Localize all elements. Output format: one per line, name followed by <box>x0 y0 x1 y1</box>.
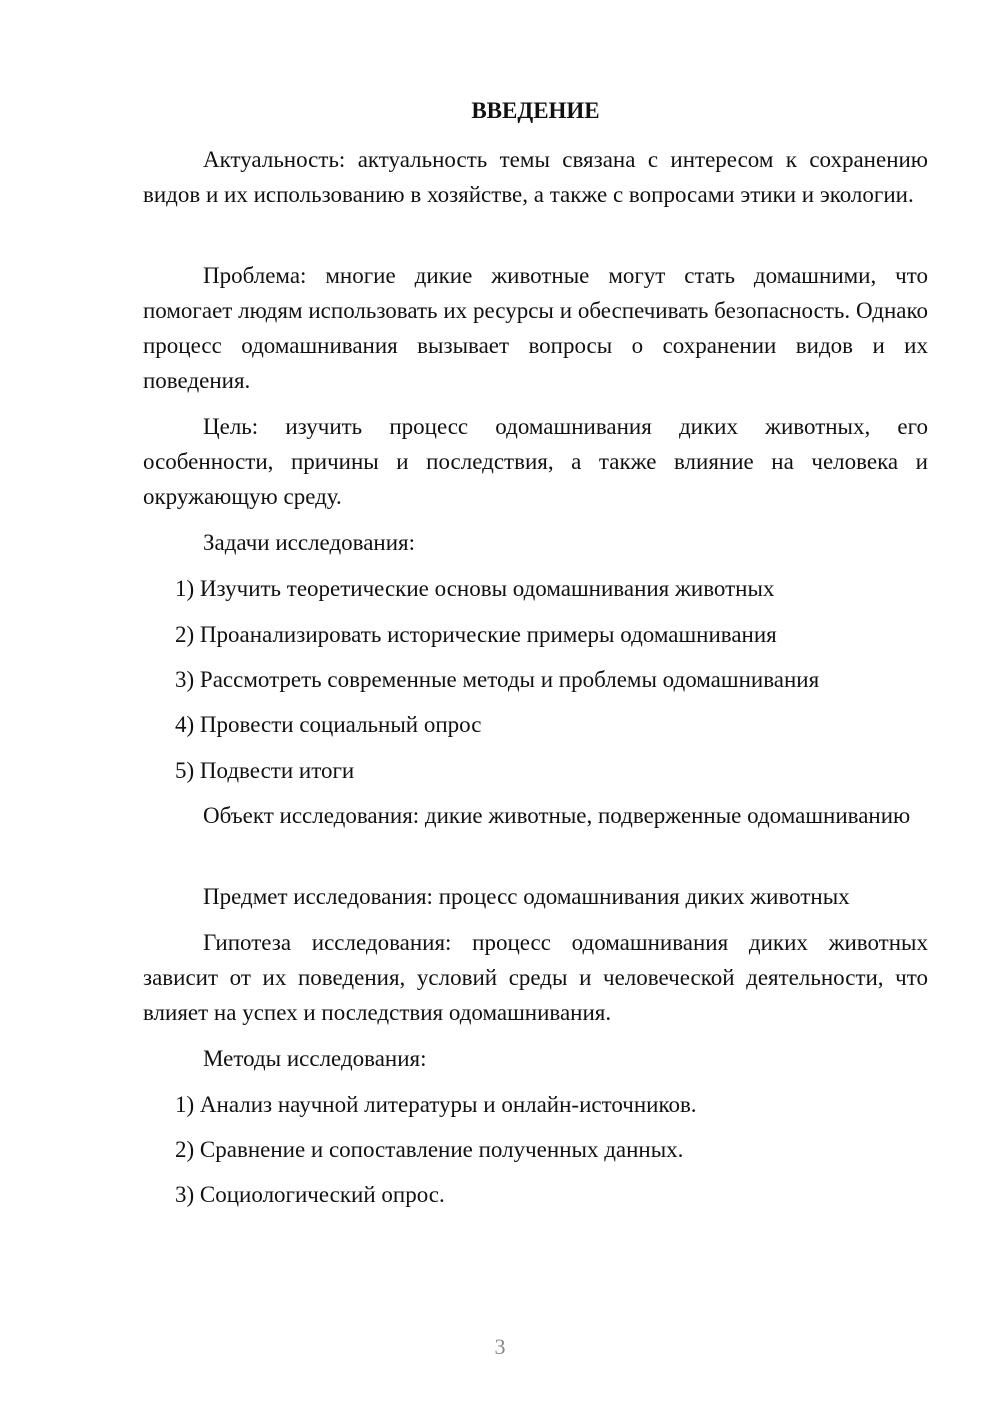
methods-heading: Методы исследования: <box>203 1046 427 1071</box>
relevance-paragraph: Актуальность: актуальность темы связана с интересом к сохранению видов и их использованию в хозяйстве, а также с вопросами этики и экологии. <box>143 147 928 207</box>
task-item: 4) Провести социальный опрос <box>175 712 482 737</box>
hypothesis-paragraph: Гипотеза исследования: процесс одомашнивания диких животных зависит от их поведения, условий среды и человеческой деятельности, что влияет на успех и последствия одомашнивания. <box>143 930 928 1025</box>
object-paragraph: Объект исследования: дикие животные, подверженные одомашниванию <box>203 803 911 828</box>
task-item: 3) Рассмотреть современные методы и проблемы одомашнивания <box>175 667 820 692</box>
task-item: 1) Изучить теоретические основы одомашнивания животных <box>175 576 775 601</box>
method-item: 2) Сравнение и сопоставление полученных данных. <box>175 1137 684 1162</box>
method-item: 3) Социологический опрос. <box>175 1182 445 1207</box>
page-number: 3 <box>494 1334 506 1359</box>
problem-paragraph: Проблема: многие дикие животные могут стать домашними, что помогает людям использовать их ресурсы и обеспечивать безопасность. Однако процесс одомашнивания вызывает вопросы о сохранении видов и их поведения. <box>143 263 928 393</box>
tasks-heading: Задачи исследования: <box>203 530 416 555</box>
goal-paragraph: Цель: изучить процесс одомашнивания диких животных, его особенности, причины и последствия, а также влияние на человека и окружающую среду. <box>143 414 928 509</box>
subject-paragraph: Предмет исследования: процесс одомашнивания диких животных <box>203 884 850 909</box>
section-title: ВВЕДЕНИЕ <box>471 98 600 123</box>
task-item: 5) Подвести итоги <box>175 758 355 783</box>
task-item: 2) Проанализировать исторические примеры одомашнивания <box>175 622 777 647</box>
method-item: 1) Анализ научной литературы и онлайн-источников. <box>175 1092 697 1117</box>
